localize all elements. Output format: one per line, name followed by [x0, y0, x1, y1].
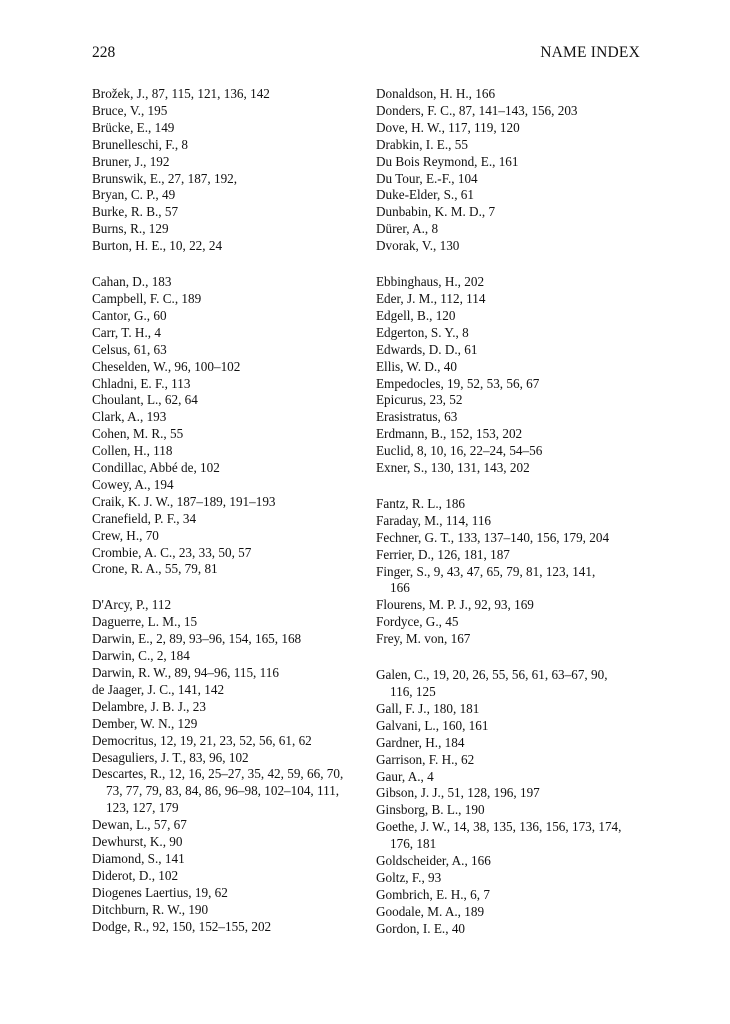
- index-entry: Carr, T. H., 4: [92, 324, 161, 340]
- index-entry: Goldscheider, A., 166: [376, 853, 491, 869]
- index-entry: Du Tour, E.-F., 104: [376, 170, 478, 186]
- index-entry: Crew, H., 70: [92, 527, 159, 543]
- index-entry: Bruce, V., 195: [92, 102, 168, 118]
- index-letter-group: [376, 274, 656, 477]
- index-column-left: [92, 86, 372, 955]
- running-title: NAME INDEX: [540, 44, 640, 61]
- index-entry: Crombie, A. C., 23, 33, 50, 57: [92, 544, 252, 560]
- index-entry: Descartes, R., 12, 16, 25–27, 35, 42, 59, 66, 70, 73, 77, 79, 83, 84, 86, 96–98, 102–104, 111, 123, 127, 179: [92, 766, 344, 816]
- index-entry: Cohen, M. R., 55: [92, 426, 184, 442]
- index-letter-group: [92, 274, 372, 578]
- index-entry: Goodale, M. A., 189: [376, 903, 485, 919]
- index-entry: Dodge, R., 92, 150, 152–155, 202: [92, 918, 272, 934]
- index-entry: Galvani, L., 160, 161: [376, 717, 489, 733]
- index-entry: Garrison, F. H., 62: [376, 751, 475, 767]
- index-entry: Fantz, R. L., 186: [376, 495, 466, 511]
- index-entry: Crone, R. A., 55, 79, 81: [92, 561, 218, 577]
- index-entry: Faraday, M., 114, 116: [376, 512, 492, 528]
- index-entry: Dunbabin, K. M. D., 7: [376, 204, 496, 220]
- index-entry: Chladni, E. F., 113: [92, 375, 191, 391]
- index-entry: Gibson, J. J., 51, 128, 196, 197: [376, 785, 540, 801]
- index-entry: Dewhurst, K., 90: [92, 834, 183, 850]
- index-entry: Gaur, A., 4: [376, 768, 434, 784]
- index-entry: Fordyce, G., 45: [376, 614, 459, 630]
- index-entry: Drabkin, I. E., 55: [376, 136, 468, 152]
- index-entry: Gardner, H., 184: [376, 734, 465, 750]
- index-entry: Donders, F. C., 87, 141–143, 156, 203: [376, 102, 578, 118]
- index-letter-group: [92, 597, 372, 935]
- index-entry: Ellis, W. D., 40: [376, 358, 457, 374]
- index-entry: Gall, F. J., 180, 181: [376, 700, 480, 716]
- index-entry: Campbell, F. C., 189: [92, 290, 202, 306]
- index-entry: Eder, J. M., 112, 114: [376, 290, 486, 306]
- index-letter-group: [376, 496, 656, 648]
- index-entry: Gordon, I. E., 40: [376, 920, 466, 936]
- index-entry: Finger, S., 9, 43, 47, 65, 79, 81, 123, 141, 166: [376, 563, 596, 596]
- index-letter-group: [376, 667, 656, 938]
- index-letter-group: [92, 86, 372, 255]
- index-entry: Darwin, R. W., 89, 94–96, 115, 116: [92, 665, 279, 680]
- index-entry: Dürer, A., 8: [376, 221, 439, 237]
- index-entry: Dewan, L., 57, 67: [92, 817, 187, 833]
- index-entry: Gombrich, E. H., 6, 7: [376, 886, 490, 902]
- index-entry: Edgell, B., 120: [376, 307, 456, 323]
- page-header: [92, 44, 640, 66]
- index-entry: Ebbinghaus, H., 202: [376, 274, 485, 290]
- index-entry: Brunelleschi, F., 8: [92, 136, 189, 152]
- index-entry: Burns, R., 129: [92, 221, 169, 237]
- index-entry: de Jaager, J. C., 141, 142: [92, 681, 225, 697]
- index-entry: Fechner, G. T., 133, 137–140, 156, 179, 204: [376, 529, 610, 545]
- index-entry: Edgerton, S. Y., 8: [376, 324, 469, 340]
- page-number: 228: [92, 44, 116, 61]
- index-entry: Epicurus, 23, 52: [376, 392, 463, 408]
- index-entry: Burke, R. B., 57: [92, 204, 179, 220]
- index-entry: Diogenes Laertius, 19, 62: [92, 884, 228, 900]
- index-entry: Goethe, J. W., 14, 38, 135, 136, 156, 173, 174, 176, 181: [376, 819, 622, 852]
- index-entry: Euclid, 8, 10, 16, 22–24, 54–56: [376, 443, 543, 459]
- index-entry: Burton, H. E., 10, 22, 24: [92, 238, 223, 254]
- index-entry: Bruner, J., 192: [92, 153, 170, 169]
- index-entry: Delambre, J. B. J., 23: [92, 698, 206, 714]
- index-entry: Diderot, D., 102: [92, 867, 179, 883]
- index-entry: Ferrier, D., 126, 181, 187: [376, 546, 510, 562]
- index-entry: Cahan, D., 183: [92, 274, 172, 290]
- index-entry: Condillac, Abbé de, 102: [92, 460, 220, 476]
- index-entry: Edwards, D. D., 61: [376, 341, 478, 357]
- index-entry: Donaldson, H. H., 166: [376, 86, 496, 101]
- index-entry: Cantor, G., 60: [92, 307, 167, 323]
- index-entry: Choulant, L., 62, 64: [92, 392, 198, 408]
- index-entry: Clark, A., 193: [92, 409, 167, 425]
- index-entry: Goltz, F., 93: [376, 869, 442, 885]
- index-entry: D'Arcy, P., 112: [92, 597, 172, 613]
- index-entry: Cranefield, P. F., 34: [92, 510, 197, 526]
- index-entry: Collen, H., 118: [92, 443, 173, 459]
- index-entry: Democritus, 12, 19, 21, 23, 52, 56, 61, 62: [92, 732, 312, 748]
- index-entry: Diamond, S., 141: [92, 850, 185, 866]
- index-letter-group: [376, 86, 656, 255]
- index-entry: Daguerre, L. M., 15: [92, 614, 198, 630]
- index-entry: Brunswik, E., 27, 187, 192,: [92, 170, 238, 186]
- index-entry: Galen, C., 19, 20, 26, 55, 56, 61, 63–67, 90, 116, 125: [376, 667, 608, 699]
- index-entry: Exner, S., 130, 131, 143, 202: [376, 460, 530, 476]
- index-entry: Erasistratus, 63: [376, 409, 458, 425]
- index-entry: Cowey, A., 194: [92, 476, 174, 492]
- index-entry: Craik, K. J. W., 187–189, 191–193: [92, 493, 276, 509]
- index-entry: Duke-Elder, S., 61: [376, 187, 474, 203]
- index-entry: Desaguliers, J. T., 83, 96, 102: [92, 749, 249, 765]
- index-entry: Ginsborg, B. L., 190: [376, 802, 485, 818]
- index-entry: Darwin, C., 2, 184: [92, 648, 190, 664]
- index-entry: Empedocles, 19, 52, 53, 56, 67: [376, 375, 540, 391]
- index-entry: Erdmann, B., 152, 153, 202: [376, 426, 523, 442]
- index-entry: Brožek, J., 87, 115, 121, 136, 142: [92, 86, 270, 101]
- index-entry: Bryan, C. P., 49: [92, 187, 176, 203]
- index-entry: Darwin, E., 2, 89, 93–96, 154, 165, 168: [92, 631, 302, 647]
- index-entry: Celsus, 61, 63: [92, 341, 167, 357]
- index-column-right: [376, 86, 656, 957]
- index-entry: Dove, H. W., 117, 119, 120: [376, 119, 520, 135]
- index-entry: Ditchburn, R. W., 190: [92, 901, 209, 917]
- index-entry: Brücke, E., 149: [92, 119, 175, 135]
- index-entry: Flourens, M. P. J., 92, 93, 169: [376, 597, 534, 613]
- index-entry: Du Bois Reymond, E., 161: [376, 153, 519, 169]
- index-entry: Cheselden, W., 96, 100–102: [92, 358, 241, 374]
- index-entry: Dvorak, V., 130: [376, 238, 460, 254]
- index-entry: Dember, W. N., 129: [92, 715, 198, 731]
- index-entry: Frey, M. von, 167: [376, 631, 471, 647]
